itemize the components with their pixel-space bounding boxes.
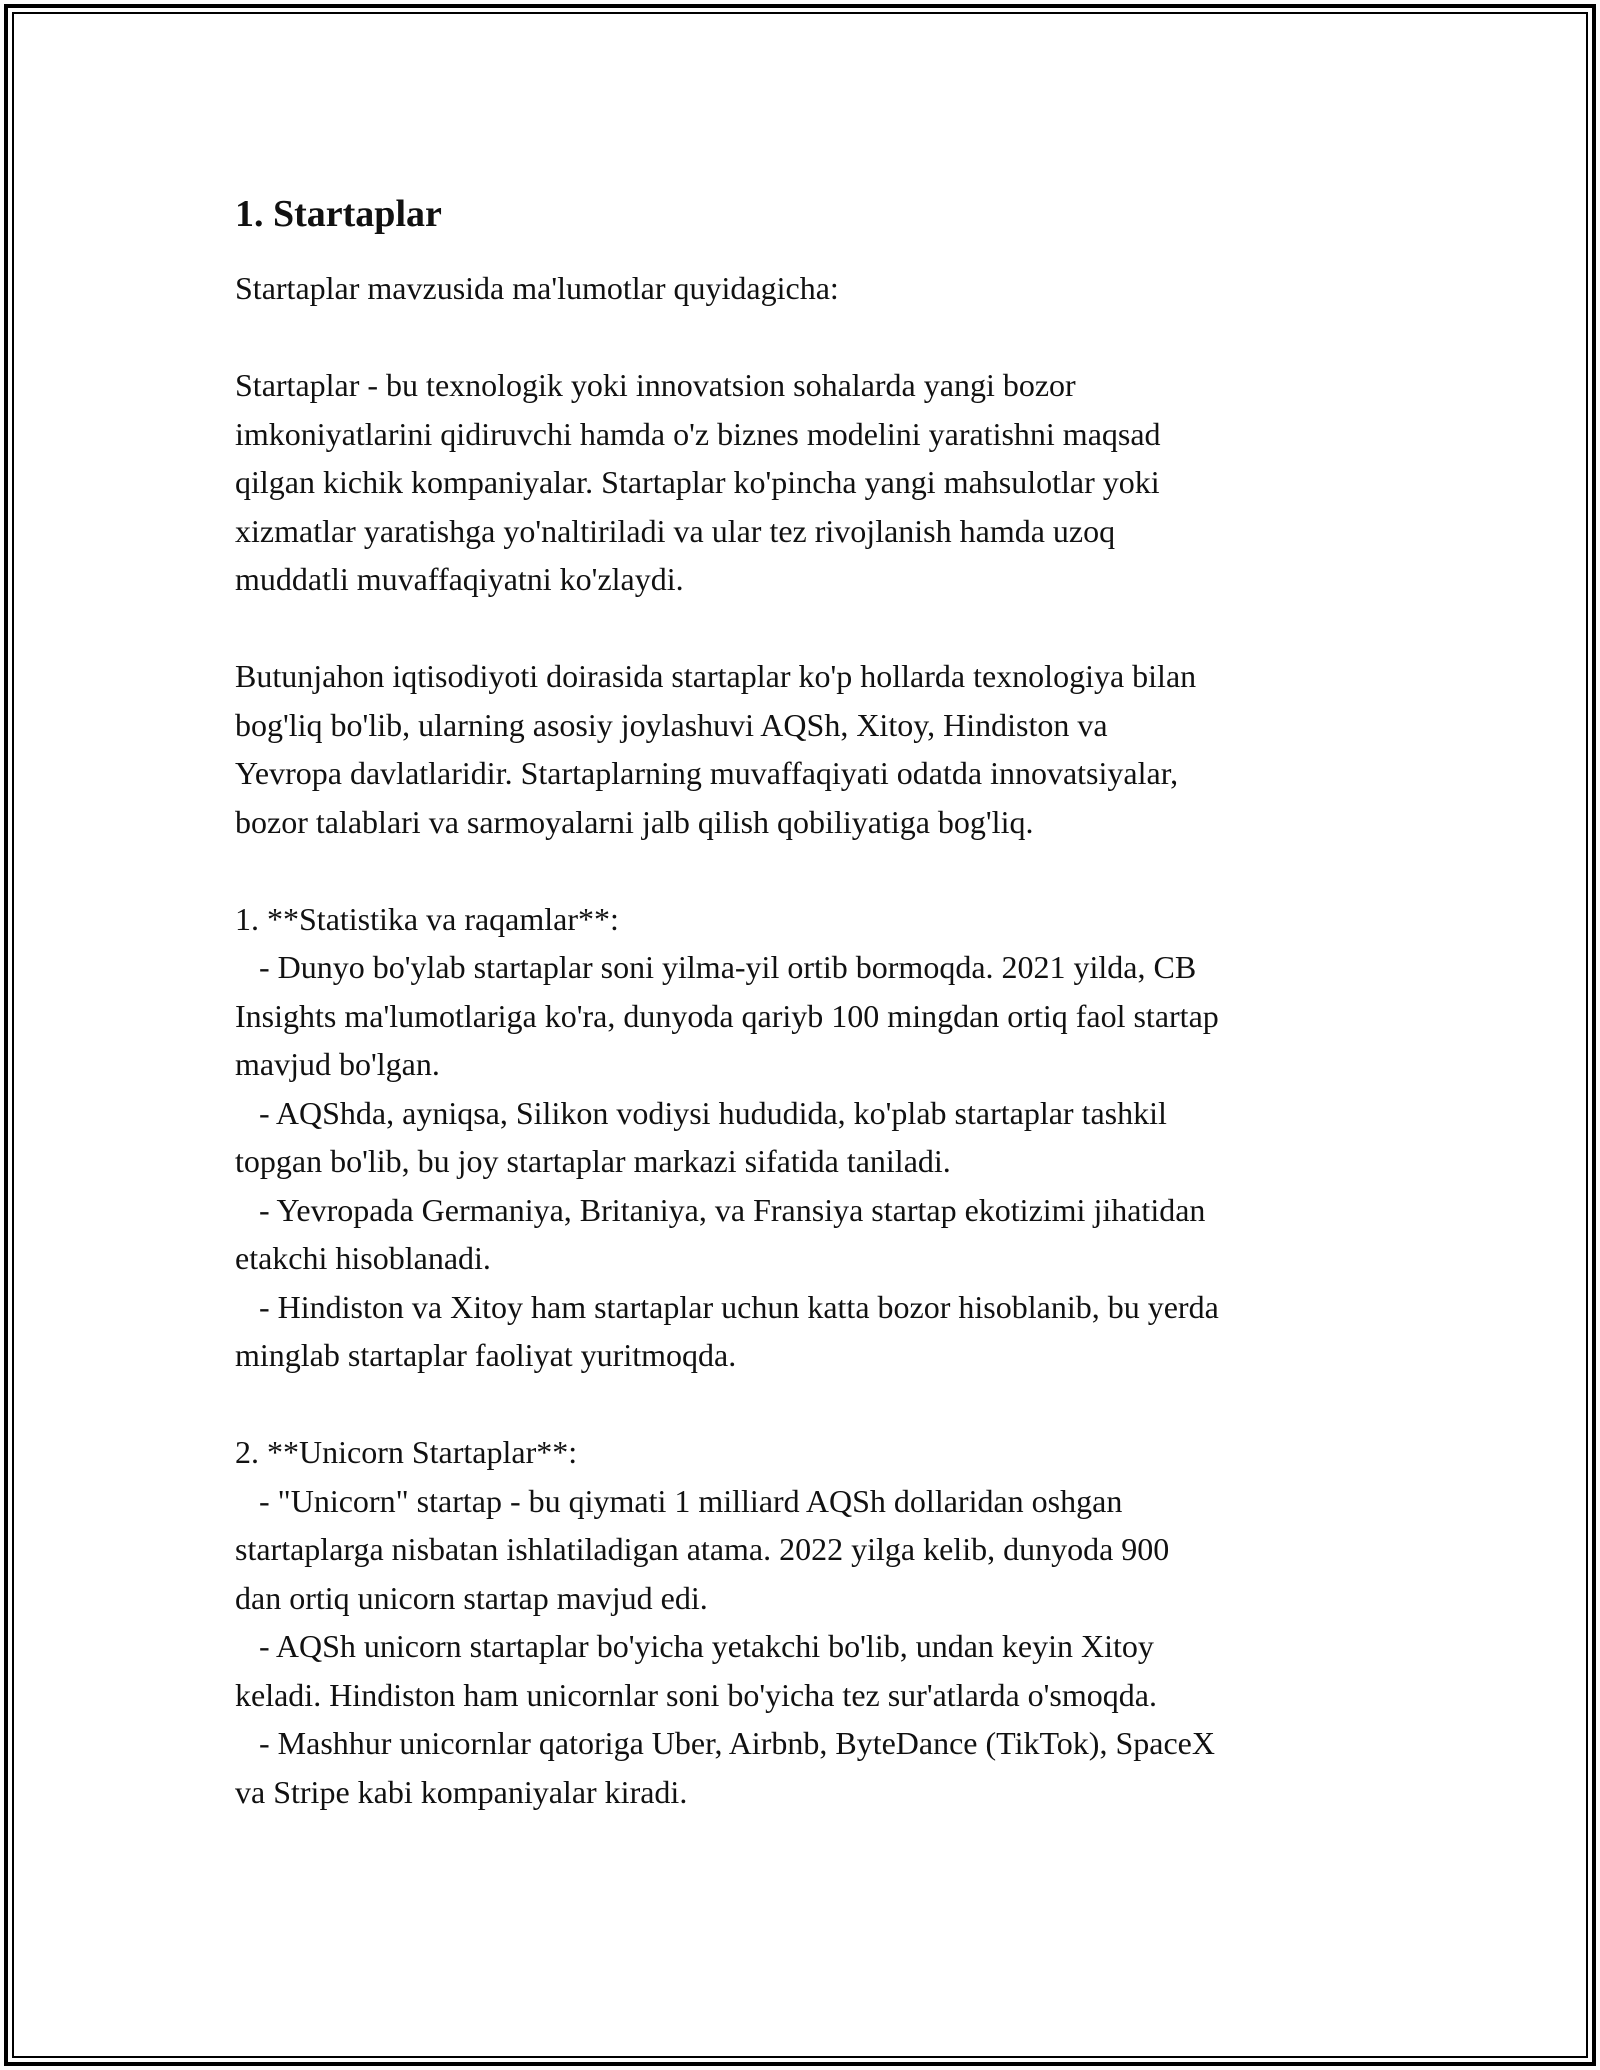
statistics-section: 1. **Statistika va raqamlar**: - Dunyo bo'ylab startaplar soni yilma-yil ortib bormoqda. 2021 yilda, CB Insights ma'lumotlariga ko'ra, dunyoda qariyb 100 mingdan ortiq faol startap mavjud bo'lgan. - AQShda, ayniqsa, Silikon vodiysi hududida, ko'plab startaplar tashkil topgan bo'lib, bu joy startaplar markazi sifatida taniladi. - Yevropada Germaniya, Britaniya, va Fransiya startap ekotizimi jihatidan etakchi hisoblanadi. - Hindiston va Xitoy ham startaplar uchun katta bozor hisoblanib, bu yerda minglab startaplar faoliyat yuritmoqda. [235, 900, 1219, 1373]
document-body [235, 190, 1385, 1816]
intro-paragraph: Startaplar mavzusida ma'lumotlar quyidagicha: [235, 270, 839, 306]
section-heading: 1. Startaplar [235, 193, 442, 235]
definition-paragraph: Startaplar - bu texnologik yoki innovatsion sohalarda yangi bozor imkoniyatlarini qidiruvchi hamda o'z biznes modelini yaratishni maqsad qilgan kichik kompaniyalar. Startaplar ko'pincha yangi mahsulotlar yoki xizmatlar yaratishga yo'naltiriladi va ular tez rivojlanish hamda uzoq muddatli muvaffaqiyatni ko'zlaydi. [235, 367, 1161, 597]
unicorn-section: 2. **Unicorn Startaplar**: - "Unicorn" startap - bu qiymati 1 milliard AQSh dollaridan oshgan startaplarga nisbatan ishlatiladigan atama. 2022 yilga kelib, dunyoda 900 dan ortiq unicorn startap mavjud edi. - AQSh unicorn startaplar bo'yicha yetakchi bo'lib, undan keyin Xitoy keladi. Hindiston ham unicornlar soni bo'yicha tez sur'atlarda o'smoqda. - Mashhur unicornlar qatoriga Uber, Airbnb, ByteDance (TikTok), SpaceX va Stripe kabi kompaniyalar kiradi. [235, 1434, 1215, 1810]
global-economy-paragraph: Butunjahon iqtisodiyoti doirasida startaplar ko'p hollarda texnologiya bilan bog'liq bo'lib, ularning asosiy joylashuvi AQSh, Xitoy, Hindiston va Yevropa davlatlaridir. Startaplarning muvaffaqiyati odatda innovatsiyalar, bozor talablari va sarmoyalarni jalb qilish qobiliyatiga bog'liq. [235, 658, 1197, 840]
